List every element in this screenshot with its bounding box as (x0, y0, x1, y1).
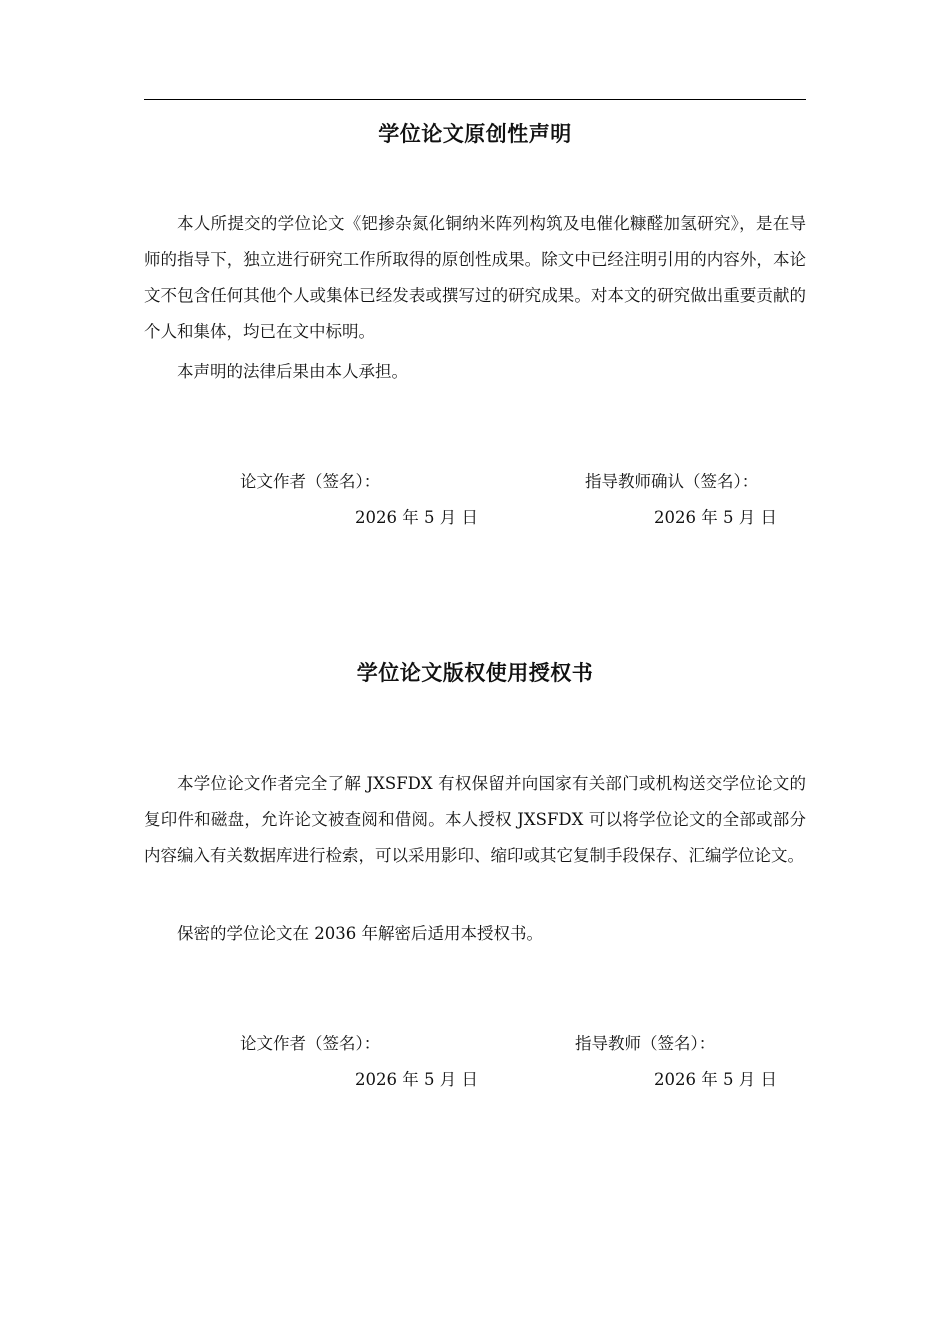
originality-declaration-body: 本人所提交的学位论文《钯掺杂氮化铜纳米阵列构筑及电催化糠醛加氢研究》，是在导师的指导下，独立进行研究工作所取得的原创性成果。除文中已经注明引用的内容外，本论文不包含任何其他个人或集体已经发表或撰写过的研究成果。对本文的研究做出重要贡献的个人和集体，均已在文中标明。 (144, 214, 806, 341)
originality-legal-statement: 本声明的法律后果由本人承担。 (177, 362, 408, 381)
header-rule (144, 99, 806, 100)
originality-advisor-signature-label: 指导教师确认（签名）： (585, 472, 759, 491)
originality-author-signature-label: 论文作者（签名）： (240, 472, 381, 491)
copyright-author-date: 2026 年 5 月 日 (355, 1070, 478, 1089)
copyright-advisor-signature-label: 指导教师（签名）： (575, 1034, 716, 1053)
originality-advisor-date: 2026 年 5 月 日 (654, 508, 777, 527)
copyright-confidentiality-statement: 保密的学位论文在 2036 年解密后适用本授权书。 (177, 924, 543, 943)
copyright-advisor-date: 2026 年 5 月 日 (654, 1070, 777, 1089)
copyright-authorization-title: 学位论文版权使用授权书 (356, 661, 594, 685)
originality-declaration-title: 学位论文原创性声明 (378, 122, 572, 146)
copyright-author-signature-label: 论文作者（签名）： (240, 1034, 381, 1053)
originality-author-date: 2026 年 5 月 日 (355, 508, 478, 527)
copyright-authorization-body: 本学位论文作者完全了解 JXSFDX 有权保留并向国家有关部门或机构送交学位论文的复印件和磁盘，允许论文被查阅和借阅。本人授权 JXSFDX 可以将学位论文的全部或部分内容编入有关数据库进行检索，可以采用影印、缩印或其它复制手段保存、汇编学位论文。 (144, 774, 806, 865)
